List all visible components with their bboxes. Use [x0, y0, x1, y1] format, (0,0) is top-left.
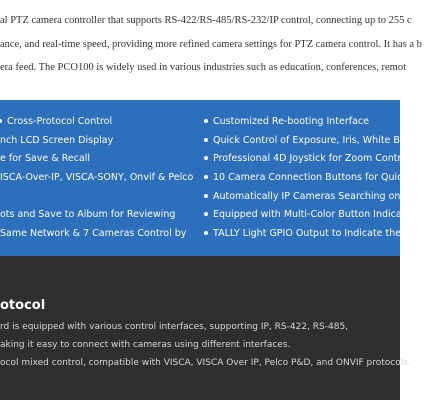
feature-right-4: 10 Camera Connection Buttons for Quick Acc — [204, 172, 428, 183]
protocol-heading: otocol — [0, 298, 46, 313]
product-intro-section — [0, 0, 422, 100]
bullet-icon — [204, 212, 208, 216]
bullet-icon — [0, 119, 2, 123]
intro-line-2: ance, and real-time speed, providing more refined camera settings for PTZ camera control. It has a b — [0, 39, 422, 50]
feature-left-3: e for Save & Recall — [0, 153, 91, 164]
feature-right-5: Automatically IP Cameras Searching on Netw — [204, 191, 428, 202]
bullet-icon — [204, 194, 208, 198]
features-section — [0, 100, 430, 256]
feature-right-7: TALLY Light GPIO Output to Indicate the Contr — [204, 228, 430, 239]
bullet-icon — [204, 231, 208, 235]
intro-line-3: era feed. The PCO100 is widely used in various industries such as education, conferences, remot — [0, 62, 406, 73]
feature-left-1: Cross-Protocol Control — [0, 116, 112, 127]
feature-left-2: nch LCD Screen Display — [0, 135, 114, 146]
protocol-section — [0, 256, 411, 400]
feature-right-2: Quick Control of Exposure, Iris, White Balanc — [204, 135, 425, 146]
protocol-line-2: aking it easy to connect with cameras using different interfaces. — [0, 340, 291, 350]
intro-line-1: al PTZ camera controller that supports RS-422/RS-485/RS-232/IP control, connecting up to 255 c — [0, 15, 412, 26]
protocol-line-3: ocol mixed control, compatible with VISCA, VISCA Over IP, Pelco P&D, and ONVIF protocols. — [0, 358, 411, 368]
feature-left-4: ISCA-Over-IP, VISCA-SONY, Onvif & Pelco — [0, 172, 194, 183]
feature-right-6: Equipped with Multi-Color Button Indicator t — [204, 209, 422, 220]
bullet-icon — [204, 138, 208, 142]
feature-right-3: Professional 4D Joystick for Zoom Control — [204, 153, 410, 164]
protocol-line-1: rd is equipped with various control interfaces, supporting IP, RS-422, RS-485, — [0, 322, 349, 332]
bullet-icon — [204, 119, 208, 123]
feature-left-7: Same Network & 7 Cameras Control by — [0, 228, 187, 239]
bullet-icon — [204, 156, 208, 160]
feature-right-1: Customized Re-booting Interface — [204, 116, 369, 127]
feature-left-6: ots and Save to Album for Reviewing — [0, 209, 176, 220]
bullet-icon — [204, 175, 208, 179]
